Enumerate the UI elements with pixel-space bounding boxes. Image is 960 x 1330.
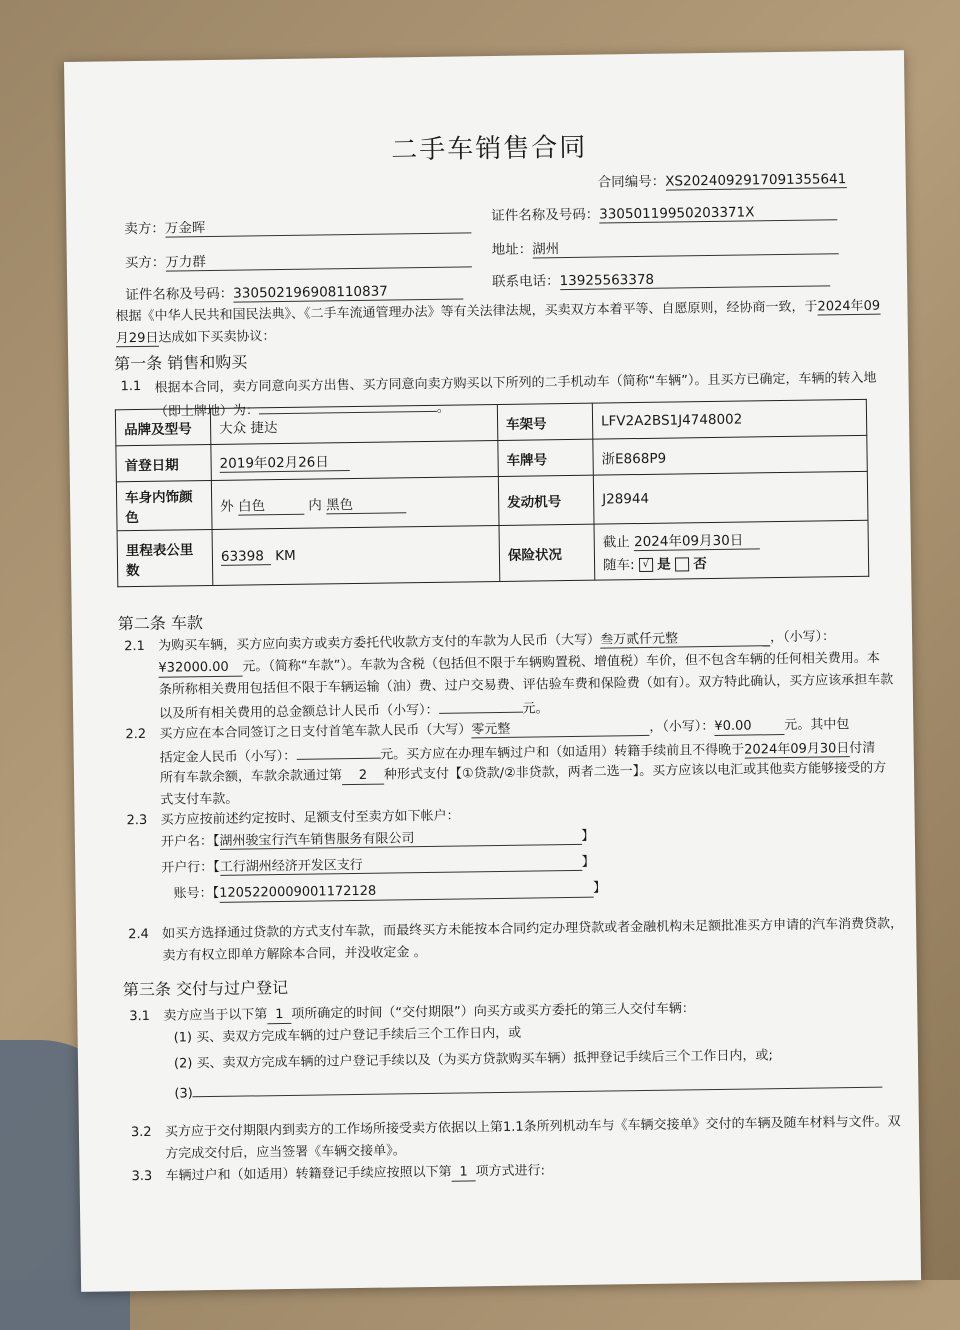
engine-value: J28944: [593, 471, 868, 524]
payment-method-number: 2: [342, 768, 384, 786]
article-3-heading: 第三条 交付与过户登记: [122, 977, 289, 1000]
first-payment-lowercase: ¥0.00: [714, 718, 784, 736]
first-registration-value: 2019年02月26日: [219, 450, 349, 473]
clause-1-1-text: 根据本合同，卖方同意向买方出售、买方同意向卖方购买以下所列的二手机动车（简称“车辆”）。且买方已确定，车辆的转入地: [154, 370, 877, 396]
total-price-uppercase: 叁万贰仟元整: [600, 626, 770, 648]
clause-3-2-number: 3.2: [130, 1124, 152, 1141]
transfer-option-number: 1: [451, 1164, 475, 1181]
delivery-option-3-blank: [193, 1071, 883, 1098]
account-bank-row: 开户行：【工行湖州经济开发区支行 】: [161, 851, 595, 877]
clause-2-2-number: 2.2: [125, 726, 147, 743]
clause-1-1-number: 1.1: [120, 378, 142, 395]
account-name: 湖州骏宝行汽车销售服务有限公司: [219, 825, 581, 850]
buyer-name: 万力群: [165, 246, 471, 271]
article-2-heading: 第二条 车款: [117, 613, 204, 634]
seller-name: 万金晖: [165, 212, 471, 237]
first-payment-uppercase: 零元整: [471, 716, 649, 738]
article-1-heading: 第一条 销售和购买: [114, 352, 248, 374]
follow-yes-checkbox[interactable]: √: [639, 558, 653, 572]
clause-3-1-number: 3.1: [129, 1008, 151, 1025]
buyer-address: 湖州: [532, 233, 838, 258]
contract-number-value: XS202409291709135564​1: [665, 171, 847, 190]
contract-number: 合同编号：XS202409291709135564​1: [597, 171, 847, 191]
account-bank: 工行湖州经济开发区支行: [220, 851, 582, 876]
seller-row: 卖方：万金晖: [124, 212, 471, 238]
interior-color: 黑色: [326, 492, 406, 514]
color-label: 车身内饰颜色: [116, 480, 212, 530]
intro-line-2: 月29日达成如下买卖协议：: [116, 325, 276, 347]
brand-label: 品牌及型号: [115, 408, 210, 445]
clause-3-3-number: 3.3: [131, 1168, 153, 1185]
exterior-color: 白色: [238, 493, 304, 515]
contract-sheet: 二手车销售合同 合同编号：XS202409291709135564​1 卖方：万金晖 证件名称及号码：33050119950203371X 买方：万力群 地址：湖州 证件名称及号码：330502196908110837 联系电话：13925563378 根据《中华人民共和国民法典》、《二手车流通管理办法》等有关法律法规，买卖双方本着平等、自愿原则，经协商一致，于2024年09 月29日达成如下买卖协议： 第一条 销售和购买 1.1 根据本合同，卖方同意向买方出售、买方同意向卖方购买以下所列的二手机动车（简称“车辆”）。且买方已确定，车辆的转入地 （即上牌地）为： 。 品牌及型号 大众 捷达 车架号 LFV2A2BS1J4748002 首登日期 2019年02月26日 车牌号 浙E868P9 车身内饰颜色 外 白色 内 黑色 发动机号 J28944 里程表公里数 63398 KM 保险状况 截止 2024年09月30日 随车: √ 是 否 第二条 车款 2.1 为购买车辆，买方应向卖方或卖方委托代收款方支付的车款为人民币（大写）叁万贰仟元整 ，（小写）： ¥32000.00 元。（简称“车款”）。车款为含税（包括但不限于车辆购置税、增值税）车价，但不包含车辆的任何相关费用。本 条所称相关费用包括但不限于车辆运输（油）费、过户交易费、评估验车费和保险费（如有）。双方特此确认，买方应该承担车款 以及所有相关费用的总金额总计人民币（小写）： 元。 2.2 买方应在本合同签订之日支付首笔车款人民币（大写）零元整 ，（小写）：¥0.00 元。其中包 括定金人民币（小写）： 元。买方应在办理车辆过户和（如适用）转籍手续前且不得晚于2024年09月30日付清 所有车款余额，车款余款通过第 2 种形式支付【①贷款/②非贷款，两者二选一】。买方应该以电汇或其他卖方能够接受的方 式支付车款。 2.3 买方应按前述约定按时、足额支付至卖方如下帐户： 开户名：【湖州骏宝行汽车销售服务有限公司 】 开户行：【工行湖州经济开发区支行 】 账号：【1205220009001172128 】 2.4 如买方选择通过贷款的方式支付车款，而最终买方未能按本合同约定办理贷款或者金融机构未足额批准买方申请的汽车消费贷款， 卖方有权立即单方解除本合同，并没收定金 。 第三条 交付与过户登记 3.1 卖方应当于以下第 1 项所确定的时间（“交付期限”）向买方或买方委托的第三人交付车辆： (1) 买、卖双方完成车辆的过户登记手续后三个工作日内，或 (2) 买、卖双方完成车辆的过户登记手续以及（为买方贷款购买车辆）抵押登记手续后三个工作日内，或; (3) 3.2 买方应于交付期限内到卖方的工作场所接受卖方依据以上第1.1条所列机动车与《车辆交接单》交付的车辆及随车材料与文件。双 方完成交付后，应当签署《车辆交接单》。 3.3 车辆过户和（如适用）转籍登记手续应按照以下第 1 项方式进行:: [64, 50, 921, 1292]
color-values: 外 白色 内 黑色: [211, 476, 499, 529]
address-row: 地址：湖州: [491, 233, 838, 259]
account-number: 1205220009001172128: [219, 881, 593, 903]
insurance-date: 2024年09月30日: [634, 528, 760, 551]
seller-id-row: 证件名称及号码：33050119950203371X: [491, 199, 837, 225]
insurance-values: 截止 2024年09月30日 随车: √ 是 否: [594, 520, 869, 580]
account-name-row: 开户名：【湖州骏宝行汽车销售服务有限公司 】: [161, 825, 595, 851]
clause-1-1-text-2: （即上牌地）为： 。: [155, 395, 450, 420]
total-with-fees-blank: [438, 696, 522, 714]
total-price-lowercase: ¥32000.00: [158, 660, 242, 678]
plate-label: 车牌号: [498, 439, 593, 476]
clause-2-4-number: 2.4: [128, 926, 149, 943]
balance-deadline: 2024年09月30日: [744, 737, 849, 758]
brand-value: 大众 捷达: [210, 404, 497, 444]
insurance-label: 保险状况: [499, 524, 595, 581]
document-title: 二手车销售合同: [391, 132, 588, 166]
buyer-row: 买方：万力群: [125, 246, 472, 272]
vin-value: LFV2A2BS1J4748002: [592, 399, 866, 439]
clause-2-3-number: 2.3: [126, 812, 148, 829]
vin-label: 车架号: [497, 403, 592, 440]
deposit-blank: [296, 742, 380, 760]
buyer-id: 330502196908110837: [233, 282, 463, 302]
seller-id: 33050119950203371X: [599, 203, 837, 223]
account-number-row: 账号：【1205220009001172128 】: [173, 880, 607, 902]
engine-label: 发动机号: [498, 475, 594, 525]
follow-no-checkbox[interactable]: [675, 557, 689, 571]
delivery-option-number: 1: [267, 1007, 291, 1024]
first-registration-label: 首登日期: [116, 444, 211, 481]
buyer-id-row: 证件名称及号码：330502196908110837: [125, 278, 463, 304]
clause-2-1-number: 2.1: [124, 638, 145, 655]
vehicle-info-table: 品牌及型号 大众 捷达 车架号 LFV2A2BS1J4748002 首登日期 2019年02月26日 车牌号 浙E868P9 车身内饰颜色 外 白色 内 黑色 发动机号 J28944 里程表公里数 63398 KM 保险状况 截止 2024年09月30日 随车: √ 是 否: [115, 399, 869, 587]
phone-row: 联系电话：13925563378: [492, 265, 830, 291]
mileage-label: 里程表公里数: [117, 529, 213, 586]
intro-line-1: 根据《中华人民共和国民法典》、《二手车流通管理办法》等有关法律法规，买卖双方本着平等、自愿原则，经协商一致，于2024年09: [115, 295, 880, 326]
mileage-value: 63398: [221, 548, 271, 566]
plate-value: 浙E868P9: [593, 435, 867, 475]
buyer-phone: 13925563378: [559, 269, 829, 290]
